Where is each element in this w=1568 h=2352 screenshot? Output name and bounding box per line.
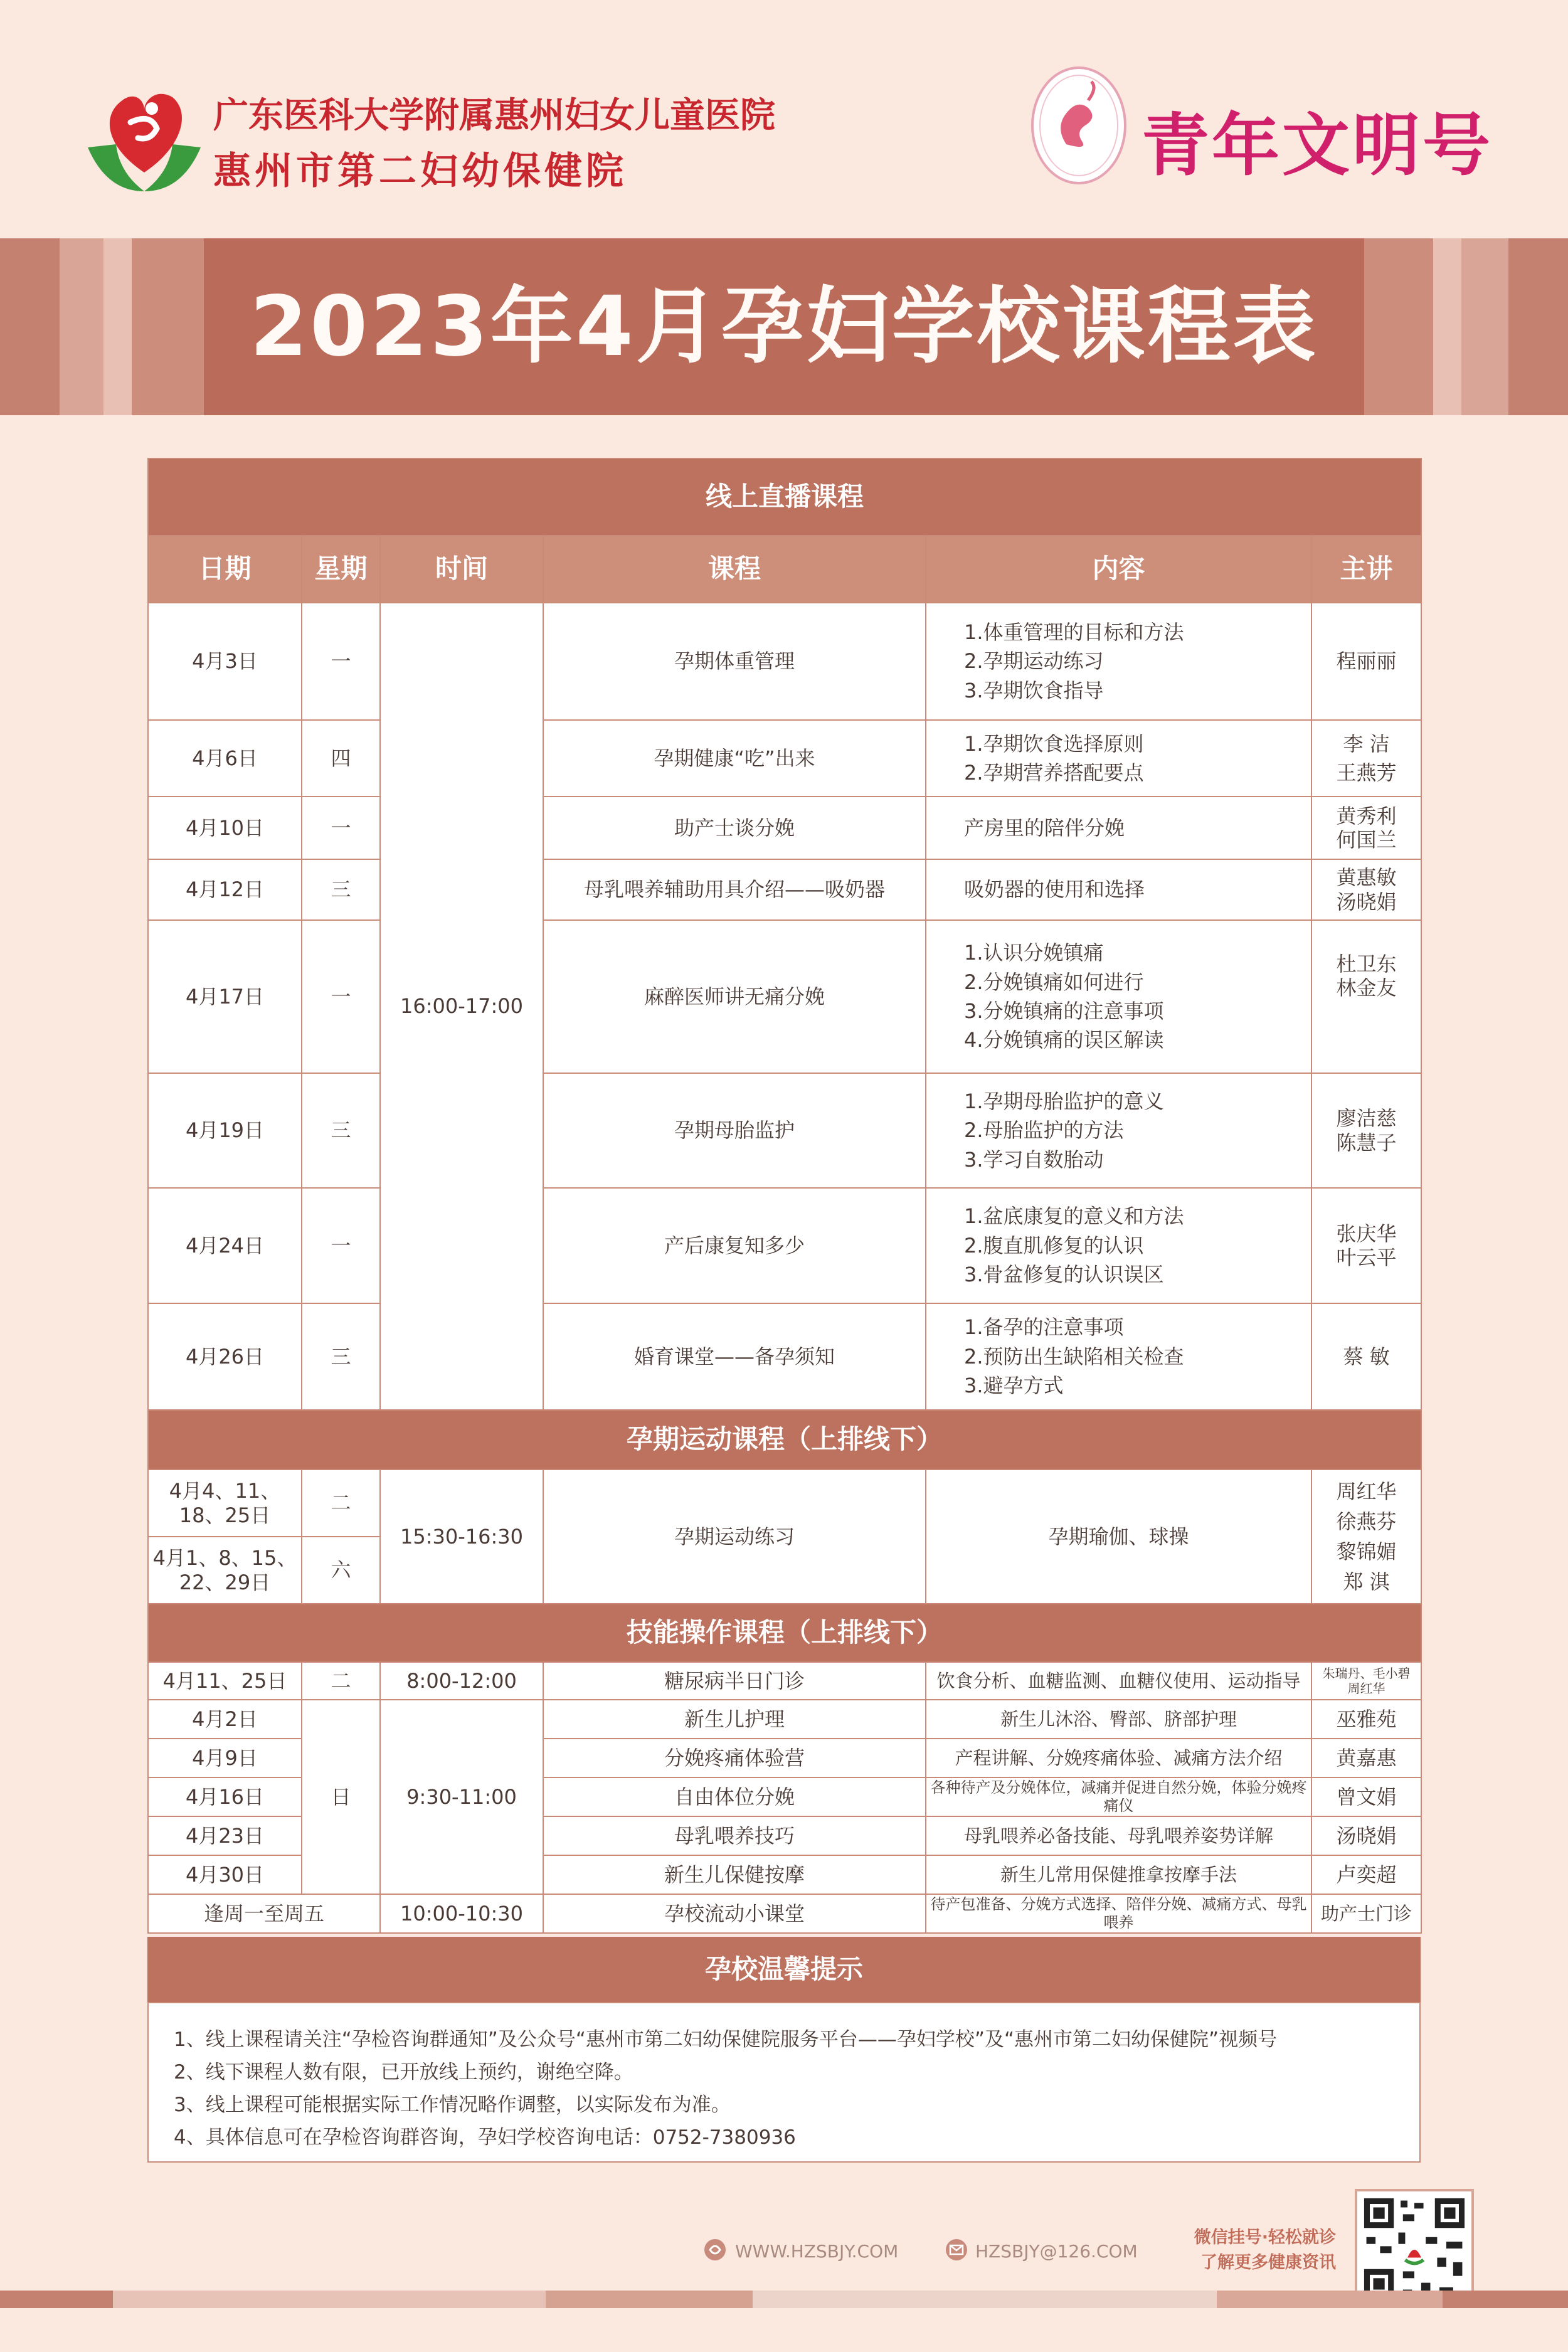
- row-content: 饮食分析、血糖监测、血糖仪使用、运动指导: [926, 1662, 1311, 1700]
- schedule-table: [147, 458, 1422, 1934]
- row-course: 孕期体重管理: [543, 603, 926, 720]
- row-speaker: [1311, 1303, 1421, 1410]
- date-line: 18、25日: [179, 1503, 271, 1527]
- row-course: 新生儿护理: [543, 1700, 926, 1739]
- table-row: [148, 1303, 1421, 1410]
- row-content: [926, 720, 1311, 797]
- speaker-name: 郑 淇: [1343, 1570, 1390, 1594]
- table-row: [148, 603, 1421, 720]
- section-title: 技能操作课程（上排线下）: [148, 1604, 1421, 1662]
- row-content: 母乳喂养必备技能、母乳喂养姿势详解: [926, 1816, 1311, 1855]
- row-date: 4月19日: [148, 1073, 302, 1188]
- table-row: [148, 1073, 1421, 1188]
- row-content: 产程讲解、分娩疼痛体验、减痛方法介绍: [926, 1739, 1311, 1777]
- speaker-name: 周红华: [1336, 1480, 1397, 1503]
- row-weekday: 三: [302, 1073, 380, 1188]
- speaker-name: 朱瑞丹、毛小碧: [1322, 1666, 1411, 1681]
- row-date: 4月12日: [148, 859, 302, 920]
- row-weekday: 二: [302, 1662, 380, 1700]
- header: [0, 0, 1568, 238]
- email-link[interactable]: HZSBJY@126.COM: [975, 2241, 1138, 2262]
- row-speaker: 曾文娟: [1311, 1777, 1421, 1816]
- header-weekday: 星期: [302, 536, 380, 603]
- row-weekday: 三: [302, 1303, 380, 1410]
- row-speaker: [1311, 859, 1421, 920]
- row-date: 4月16日: [148, 1777, 302, 1816]
- content-line: 1.备孕的注意事项: [964, 1315, 1124, 1340]
- slogan-line2: 了解更多健康资讯: [1200, 2253, 1336, 2272]
- row-speaker: 黄嘉惠: [1311, 1739, 1421, 1777]
- row-date: 4月9日: [148, 1739, 302, 1777]
- row-weekday: 六: [302, 1537, 380, 1604]
- row-course: 婚育课堂——备孕须知: [543, 1303, 926, 1410]
- row-speaker: [1311, 920, 1421, 1073]
- table-row: [148, 1700, 1421, 1739]
- row-speaker: [1311, 1662, 1421, 1700]
- content-line: 1.盆底康复的意义和方法: [964, 1204, 1184, 1229]
- table-row: [148, 1188, 1421, 1303]
- row-date: 4月6日: [148, 720, 302, 797]
- speaker-name: 杜卫东: [1336, 952, 1397, 976]
- row-course: 孕期健康“吃”出来: [543, 720, 926, 797]
- online-time: 16:00-17:00: [380, 603, 543, 1410]
- row-course: 母乳喂养辅助用具介绍——吸奶器: [543, 859, 926, 920]
- speaker-name: 黄惠敏: [1336, 866, 1397, 890]
- row-weekday: 二: [302, 1470, 380, 1537]
- row-speaker: 卢奕超: [1311, 1855, 1421, 1894]
- content-line: 1.体重管理的目标和方法: [964, 620, 1184, 644]
- content-line: 1.认识分娩镇痛: [964, 941, 1104, 965]
- table-row: [148, 1894, 1421, 1933]
- speaker-name: 李 洁: [1343, 731, 1390, 756]
- exercise-course: 孕期运动练习: [543, 1470, 926, 1604]
- page-title: 2023年4月孕妇学校课程表: [250, 278, 1318, 375]
- row-date: 逢周一至周五: [148, 1894, 380, 1933]
- row-time: 10:00-10:30: [380, 1894, 543, 1933]
- content-line: 1.孕期饮食选择原则: [964, 731, 1144, 756]
- content-line: 2.腹直肌修复的认识: [964, 1233, 1144, 1258]
- row-weekday: 一: [302, 920, 380, 1073]
- youth-civilization-seal-icon: [1029, 63, 1129, 188]
- speaker-name: 黎锦媚: [1336, 1540, 1397, 1564]
- tips-section-header: 孕校温馨提示: [147, 1937, 1421, 2002]
- website-link[interactable]: WWW.HZSBJY.COM: [735, 2241, 899, 2262]
- content-line: 3.骨盆修复的认识误区: [964, 1263, 1164, 1287]
- content-line: 3.孕期饮食指导: [964, 678, 1104, 702]
- speaker-name: 王燕芳: [1336, 761, 1397, 785]
- content-line: 2.分娩镇痛如何进行: [964, 970, 1144, 994]
- row-content: 待产包准备、分娩方式选择、陪伴分娩、减痛方式、母乳喂养: [926, 1894, 1311, 1933]
- row-course: 麻醉医师讲无痛分娩: [543, 920, 926, 1073]
- row-speaker: [1311, 1188, 1421, 1303]
- slogan-line1: 微信挂号·轻松就诊: [1194, 2228, 1336, 2247]
- row-date: 4月2日: [148, 1700, 302, 1739]
- exercise-content: 孕期瑜伽、球操: [926, 1470, 1311, 1604]
- row-speaker: [1311, 603, 1421, 720]
- exercise-speakers: [1311, 1470, 1421, 1604]
- web-icon: [702, 2237, 728, 2262]
- speaker-name: 徐燕芬: [1336, 1510, 1397, 1534]
- row-speaker: [1311, 1073, 1421, 1188]
- speaker-name: 何国兰: [1336, 828, 1397, 852]
- table-row: [148, 1470, 1421, 1537]
- exercise-time: 15:30-16:30: [380, 1470, 543, 1604]
- row-content: [926, 797, 1311, 859]
- row-date: 4月3日: [148, 603, 302, 720]
- content-line: 2.母胎监护的方法: [964, 1118, 1124, 1143]
- header-time: 时间: [380, 536, 543, 603]
- content-line: 3.避孕方式: [964, 1374, 1064, 1398]
- brand-title: 青年文明号: [1142, 106, 1493, 185]
- content-line: 4.分娩镇痛的误区解读: [964, 1028, 1164, 1052]
- sunday-weekday: 日: [302, 1700, 380, 1894]
- speaker-name: 汤晓娟: [1336, 889, 1397, 914]
- table-row: [148, 797, 1421, 859]
- row-course: 糖尿病半日门诊: [543, 1662, 926, 1700]
- row-content: [926, 603, 1311, 720]
- table-row: [148, 1662, 1421, 1700]
- tip-item: 4、具体信息可在孕检咨询群咨询，孕妇学校咨询电话：0752-7380936: [174, 2126, 796, 2149]
- row-date: 4月17日: [148, 920, 302, 1073]
- mail-icon: [944, 2237, 969, 2262]
- row-course: 孕期母胎监护: [543, 1073, 926, 1188]
- row-course: 产后康复知多少: [543, 1188, 926, 1303]
- date-line: 22、29日: [179, 1570, 271, 1594]
- row-speaker: 助产士门诊: [1311, 1894, 1421, 1933]
- header-content: 内容: [926, 536, 1311, 603]
- row-content: 各种待产及分娩体位，减痛并促进自然分娩，体验分娩疼痛仪: [926, 1777, 1311, 1816]
- header-date: 日期: [148, 536, 302, 603]
- row-date: [148, 1470, 302, 1537]
- row-content: [926, 1188, 1311, 1303]
- table-row: [148, 859, 1421, 920]
- content-line: 产房里的陪伴分娩: [964, 815, 1125, 840]
- row-speaker: 巫雅苑: [1311, 1700, 1421, 1739]
- row-weekday: 三: [302, 859, 380, 920]
- speaker-name: 林金友: [1336, 976, 1397, 1000]
- tip-item: 2、线下课程人数有限，已开放线上预约，谢绝空降。: [174, 2061, 633, 2084]
- row-speaker: [1311, 797, 1421, 859]
- hospital-name-line1: 广东医科大学附属惠州妇女儿童医院: [213, 95, 775, 136]
- tip-item: 3、线上课程可能根据实际工作情况略作调整，以实际发布为准。: [174, 2094, 731, 2116]
- tips-body: [147, 2002, 1421, 2163]
- content-line: 2.孕期运动练习: [964, 649, 1104, 674]
- hospital-name-line2: 惠州市第二妇幼保健院: [213, 149, 627, 193]
- row-date: 4月24日: [148, 1188, 302, 1303]
- content-line: 3.学习自数胎动: [964, 1147, 1104, 1172]
- tip-item: 1、线上课程请关注“孕检咨询群通知”及公众号“惠州市第二妇幼保健院服务平台——孕妇学校”及“惠州市第二妇幼保健院”视频号: [174, 2028, 1278, 2051]
- row-date: 4月26日: [148, 1303, 302, 1410]
- row-speaker: 汤晓娟: [1311, 1816, 1421, 1855]
- sunday-time: 9:30-11:00: [380, 1700, 543, 1894]
- content-line: 2.孕期营养搭配要点: [964, 761, 1144, 785]
- section-title: 线上直播课程: [148, 458, 1421, 536]
- skills-section-header: [148, 1604, 1421, 1662]
- row-course: 母乳喂养技巧: [543, 1816, 926, 1855]
- content-line: 3.分娩镇痛的注意事项: [964, 999, 1164, 1023]
- speaker-name: 廖洁慈: [1336, 1106, 1397, 1131]
- header-course: 课程: [543, 536, 926, 603]
- row-date: [148, 1537, 302, 1604]
- hospital-logo-icon: [82, 78, 207, 198]
- speaker-name: 张庆华: [1336, 1221, 1397, 1246]
- row-weekday: 一: [302, 1188, 380, 1303]
- content-line: 2.预防出生缺陷相关检查: [964, 1344, 1184, 1369]
- table-header-row: [148, 536, 1421, 603]
- row-course: 分娩疼痛体验营: [543, 1739, 926, 1777]
- row-course: 自由体位分娩: [543, 1777, 926, 1816]
- row-content: [926, 1303, 1311, 1410]
- row-date: 4月11、25日: [148, 1662, 302, 1700]
- row-weekday: 四: [302, 720, 380, 797]
- row-content: [926, 1073, 1311, 1188]
- table-row: [148, 920, 1421, 1073]
- row-date: 4月10日: [148, 797, 302, 859]
- date-line: 4月4、11、: [169, 1479, 281, 1503]
- row-content: [926, 859, 1311, 920]
- row-content: [926, 920, 1311, 1073]
- row-course: 新生儿保健按摩: [543, 1855, 926, 1894]
- content-line: 吸奶器的使用和选择: [964, 877, 1145, 902]
- exercise-section-header: [148, 1410, 1421, 1470]
- row-time: 8:00-12:00: [380, 1662, 543, 1700]
- speaker-name: 程丽丽: [1336, 649, 1397, 674]
- row-course: 助产士谈分娩: [543, 797, 926, 859]
- row-weekday: 一: [302, 797, 380, 859]
- table-row: [148, 720, 1421, 797]
- header-speaker: 主讲: [1311, 536, 1421, 603]
- content-line: 1.孕期母胎监护的意义: [964, 1089, 1164, 1113]
- row-date: 4月30日: [148, 1855, 302, 1894]
- section-title: 孕期运动课程（上排线下）: [148, 1410, 1421, 1470]
- date-line: 4月1、8、15、: [152, 1546, 297, 1571]
- speaker-name: 陈慧子: [1336, 1130, 1397, 1155]
- online-section-header: [148, 458, 1421, 536]
- row-content: 新生儿沐浴、臀部、脐部护理: [926, 1700, 1311, 1739]
- speaker-name: 黄秀利: [1336, 803, 1397, 828]
- row-content: 新生儿常用保健推拿按摩手法: [926, 1855, 1311, 1894]
- footer-stripe-bar: [0, 2291, 1568, 2308]
- row-course: 孕校流动小课堂: [543, 1894, 926, 1933]
- speaker-name: 蔡 敏: [1343, 1344, 1390, 1369]
- speaker-name: 叶云平: [1336, 1246, 1397, 1269]
- row-date: 4月23日: [148, 1816, 302, 1855]
- speaker-name: 周红华: [1347, 1681, 1385, 1696]
- row-weekday: 一: [302, 603, 380, 720]
- row-speaker: [1311, 720, 1421, 797]
